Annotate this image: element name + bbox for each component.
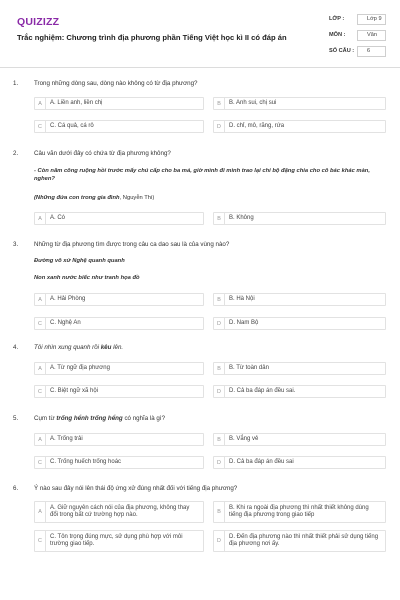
option-text: D. Nam Bộ xyxy=(229,319,259,326)
poem-line-1: Đường vô xứ Nghệ quanh quanh xyxy=(34,258,125,264)
option-c[interactable] xyxy=(34,120,204,133)
option-letter: B xyxy=(214,502,225,522)
option-text: B. Từ toàn dân xyxy=(229,364,269,371)
option-d[interactable] xyxy=(213,530,386,552)
option-letter: C xyxy=(35,457,46,468)
question-quote: - Còn năm công ruộng hồi trước mấy chú cấp cho ba má, giờ mình đi mình trao lại chi bộ đặng chia cho cô bác khác màn, nghen? xyxy=(34,168,370,182)
option-letter: C xyxy=(35,318,46,329)
option-text: D. Cả ba đáp án đều sai. xyxy=(229,387,296,394)
header-divider xyxy=(0,67,400,68)
meta-label: LỚP : xyxy=(329,16,345,22)
question-text: Trong những dòng sau, dòng nào không có từ địa phương? xyxy=(34,80,198,87)
option-letter: C xyxy=(35,121,46,132)
option-text: A. Hải Phòng xyxy=(50,295,86,302)
option-c[interactable] xyxy=(34,317,204,330)
highlighted-phrase: trống hểnh trống hểng xyxy=(56,415,123,422)
option-letter: A xyxy=(35,98,46,109)
source-title: (Những đứa con trong gia đình xyxy=(34,195,120,201)
meta-value-field: 6 xyxy=(357,46,386,57)
option-a[interactable] xyxy=(34,97,204,110)
option-letter: A xyxy=(35,502,46,522)
option-text: D. Cả ba đáp án đều sai xyxy=(229,458,294,465)
option-c[interactable] xyxy=(34,530,204,552)
question-number: 1. xyxy=(13,80,19,87)
option-b[interactable] xyxy=(213,212,386,225)
meta-label: MÔN : xyxy=(329,32,346,38)
option-letter: A xyxy=(35,363,46,374)
option-a[interactable] xyxy=(34,212,204,225)
option-text: A. Giữ nguyên cách nói của địa phương, không thay đổi trong bất cứ trường hợp nào. xyxy=(50,504,190,518)
option-letter: D xyxy=(214,386,225,397)
question-text-part: lên. xyxy=(111,344,124,351)
option-text: B. Khi ra ngoài địa phương thì nhất thiết không dùng tiếng địa phương trong giao tiếp xyxy=(229,504,369,518)
option-a[interactable] xyxy=(34,433,204,446)
option-d[interactable] xyxy=(213,385,386,398)
option-letter: D xyxy=(214,121,225,132)
option-a[interactable] xyxy=(34,293,204,306)
question-number: 3. xyxy=(13,241,19,248)
question-number: 2. xyxy=(13,150,19,157)
option-text: B. Vắng vẻ xyxy=(229,435,259,442)
meta-value-field: Văn xyxy=(357,30,386,41)
option-letter: D xyxy=(214,457,225,468)
meta-value-field: Lớp 9 xyxy=(357,14,386,25)
poem-line-2: Non xanh nước biếc như tranh họa đồ xyxy=(34,275,140,281)
option-letter: A xyxy=(35,294,46,305)
option-d[interactable] xyxy=(213,317,386,330)
option-letter: B xyxy=(214,434,225,445)
option-letter: B xyxy=(214,363,225,374)
option-text: B. Không xyxy=(229,214,254,221)
question-text xyxy=(34,415,384,423)
option-text: C. Trống huếch trống hoác xyxy=(50,458,122,465)
option-text: C. Biệt ngữ xã hội xyxy=(50,387,99,394)
option-text: A. Có xyxy=(50,214,66,221)
option-d[interactable] xyxy=(213,456,386,469)
question-number: 5. xyxy=(13,415,19,422)
option-text: C. Nghệ An xyxy=(50,319,81,326)
question-text-part: có nghĩa là gì? xyxy=(122,415,166,422)
option-b[interactable] xyxy=(213,501,386,523)
quizizz-logo: QUIZIZZ xyxy=(17,16,60,28)
meta-label: SỐ CÂU : xyxy=(329,48,355,54)
option-b[interactable] xyxy=(213,362,386,375)
option-text: C. Cá quả, cá rô xyxy=(50,122,94,129)
option-text: D. Đến địa phương nào thì nhất thiết phải sử dụng tiếng địa phương nơi ấy. xyxy=(229,533,379,547)
option-letter: A xyxy=(35,434,46,445)
highlighted-word: kêu xyxy=(100,344,112,351)
option-text: C. Tôn trọng đúng mực, sử dụng phù hợp với môi trường giao tiếp. xyxy=(50,533,183,547)
option-text: A. Trống trải xyxy=(50,435,83,442)
meta-row-count xyxy=(329,43,386,59)
option-b[interactable] xyxy=(213,293,386,306)
option-letter: C xyxy=(35,386,46,397)
question-text-part: Cụm từ xyxy=(34,415,57,422)
option-letter: A xyxy=(35,213,46,224)
option-letter: B xyxy=(214,294,225,305)
option-text: B. Anh sui, chị sui xyxy=(229,99,277,106)
meta-row-class xyxy=(329,11,386,27)
option-a[interactable] xyxy=(34,362,204,375)
question-text: Câu văn dưới đây có chứa từ địa phương không? xyxy=(34,150,171,157)
question-text xyxy=(34,344,384,352)
worksheet-header xyxy=(0,0,400,68)
question-text: Ý nào sau đây nói lên thái độ ứng xử đúng nhất đối với tiếng địa phương? xyxy=(34,485,238,492)
option-c[interactable] xyxy=(34,385,204,398)
source-author: , Nguyễn Thi) xyxy=(119,195,155,201)
meta-row-subject xyxy=(329,27,386,43)
question-number: 6. xyxy=(13,485,19,492)
option-b[interactable] xyxy=(213,433,386,446)
option-letter: D xyxy=(214,531,225,551)
question-text-part: Tôi nhìn xung quanh rồi xyxy=(34,344,101,351)
option-text: B. Hà Nội xyxy=(229,295,255,302)
option-letter: B xyxy=(214,213,225,224)
option-c[interactable] xyxy=(34,456,204,469)
question-source xyxy=(34,194,384,202)
meta-panel xyxy=(329,11,386,59)
option-text: A. Liền anh, liền chị xyxy=(50,99,103,106)
option-b[interactable] xyxy=(213,97,386,110)
option-text: D. chỉ, mô, răng, rứa xyxy=(229,122,285,129)
page-title: Trắc nghiệm: Chương trình địa phương phần Tiếng Việt học kì II có đáp án xyxy=(17,33,287,42)
option-d[interactable] xyxy=(213,120,386,133)
option-letter: C xyxy=(35,531,46,551)
option-text: A. Từ ngữ địa phương xyxy=(50,364,110,371)
question-number: 4. xyxy=(13,344,19,351)
option-a[interactable] xyxy=(34,501,204,523)
option-letter: D xyxy=(214,318,225,329)
option-letter: B xyxy=(214,98,225,109)
question-text: Những từ địa phương tìm được trong câu ca dao sau là của vùng nào? xyxy=(34,241,230,248)
